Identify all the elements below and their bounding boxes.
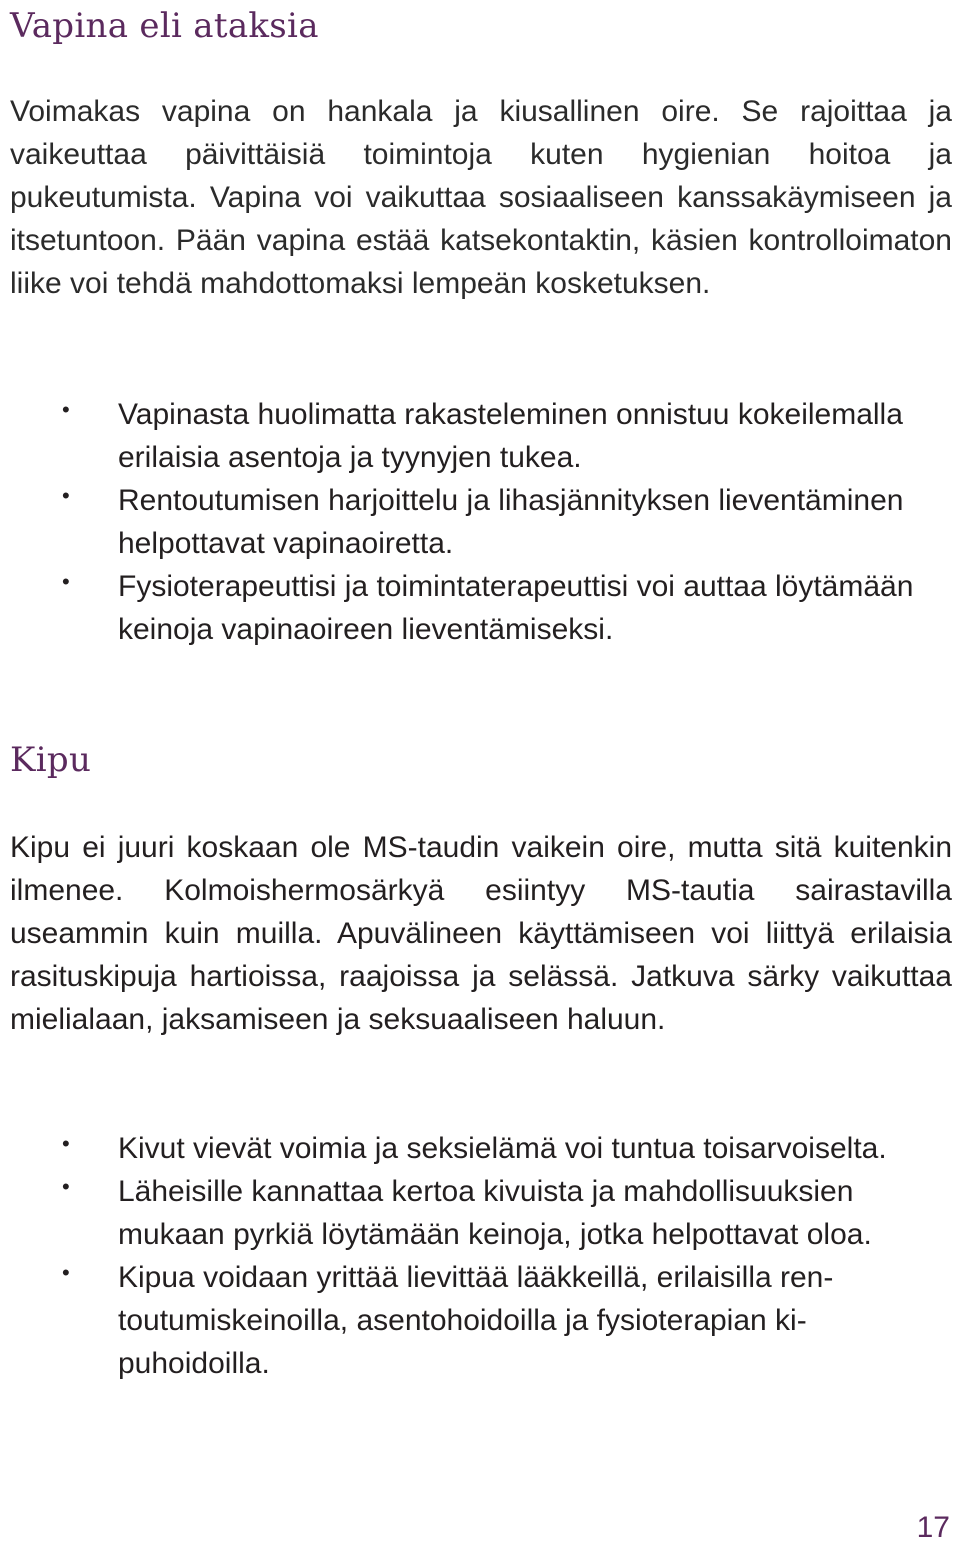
bullet-dot-icon: • (62, 483, 70, 508)
list-item-text: Läheisille kannattaa kertoa kivuista ja mahdollisuuksien mukaan pyrkiä löytämään keinoja, jotka helpottavat oloa. (118, 1175, 872, 1251)
bullet-dot-icon: • (62, 1260, 70, 1285)
list-item (0, 565, 928, 651)
list-item-text: Kivut vievät voimia ja seksielämä voi tuntua toisarvoiselta. (118, 1132, 887, 1165)
list-item (0, 1170, 928, 1256)
bullet-dot-icon: • (62, 1131, 70, 1156)
bullet-list-kipu (0, 1127, 950, 1385)
bullet-dot-icon: • (62, 1174, 70, 1199)
list-item (0, 479, 928, 565)
bullet-dot-icon: • (62, 397, 70, 422)
body-paragraph-kipu: Kipu ei juuri koskaan ole MS-taudin vaikein oire, mutta sitä kuitenkin ilmenee. Kolmoishermosärkyä esiintyy MS-tautia sairastavilla useammin kuin muilla. Apuvälineen käyttämiseen voi liittyä erilaisia rasituskipuja hartioissa, raajoissa ja selässä. Jatkuva särky vaikuttaa mielialaan, jaksamiseen ja seksuaaliseen haluun. (10, 831, 952, 1036)
list-item-text: Vapinasta huolimatta rakasteleminen onnistuu kokeilemalla erilaisia asentoja ja tyynyjen tukea. (118, 398, 903, 474)
list-item-text: Kipua voidaan yrittää lievittää lääkkeillä, erilaisilla rentoutumiskeinoilla, asentohoidoilla ja fysioterapian kipuhoidoilla. (118, 1261, 834, 1380)
list-item (0, 1256, 928, 1385)
bullet-dot-icon: • (62, 569, 70, 594)
page-number: 17 (916, 1511, 950, 1544)
list-item (0, 1127, 928, 1170)
list-item-text: Fysioterapeuttisi ja toimintaterapeuttisi voi auttaa löytämään keinoja vapinaoireen lieventämiseksi. (118, 570, 914, 646)
body-paragraph-vapina: Voimakas vapina on hankala ja kiusallinen oire. Se rajoittaa ja vaikeuttaa päivittäisiä toimintoja kuten hygienian hoitoa ja pukeutumista. Vapina voi vaikuttaa sosiaaliseen kanssakäymiseen ja itsetuntoon. Pään vapina estää katsekontaktin, käsien kontrolloimaton liike voi tehdä mahdottomaksi lempeän kosketuksen. (10, 95, 952, 300)
section-heading-vapina: Vapina eli ataksia (10, 6, 319, 46)
bullet-list-vapina (0, 393, 950, 651)
list-item-text: Rentoutumisen harjoittelu ja lihasjännityksen lieventäminen helpottavat vapinaoiretta. (118, 484, 904, 560)
section-heading-kipu: Kipu (10, 740, 92, 780)
list-item (0, 393, 928, 479)
